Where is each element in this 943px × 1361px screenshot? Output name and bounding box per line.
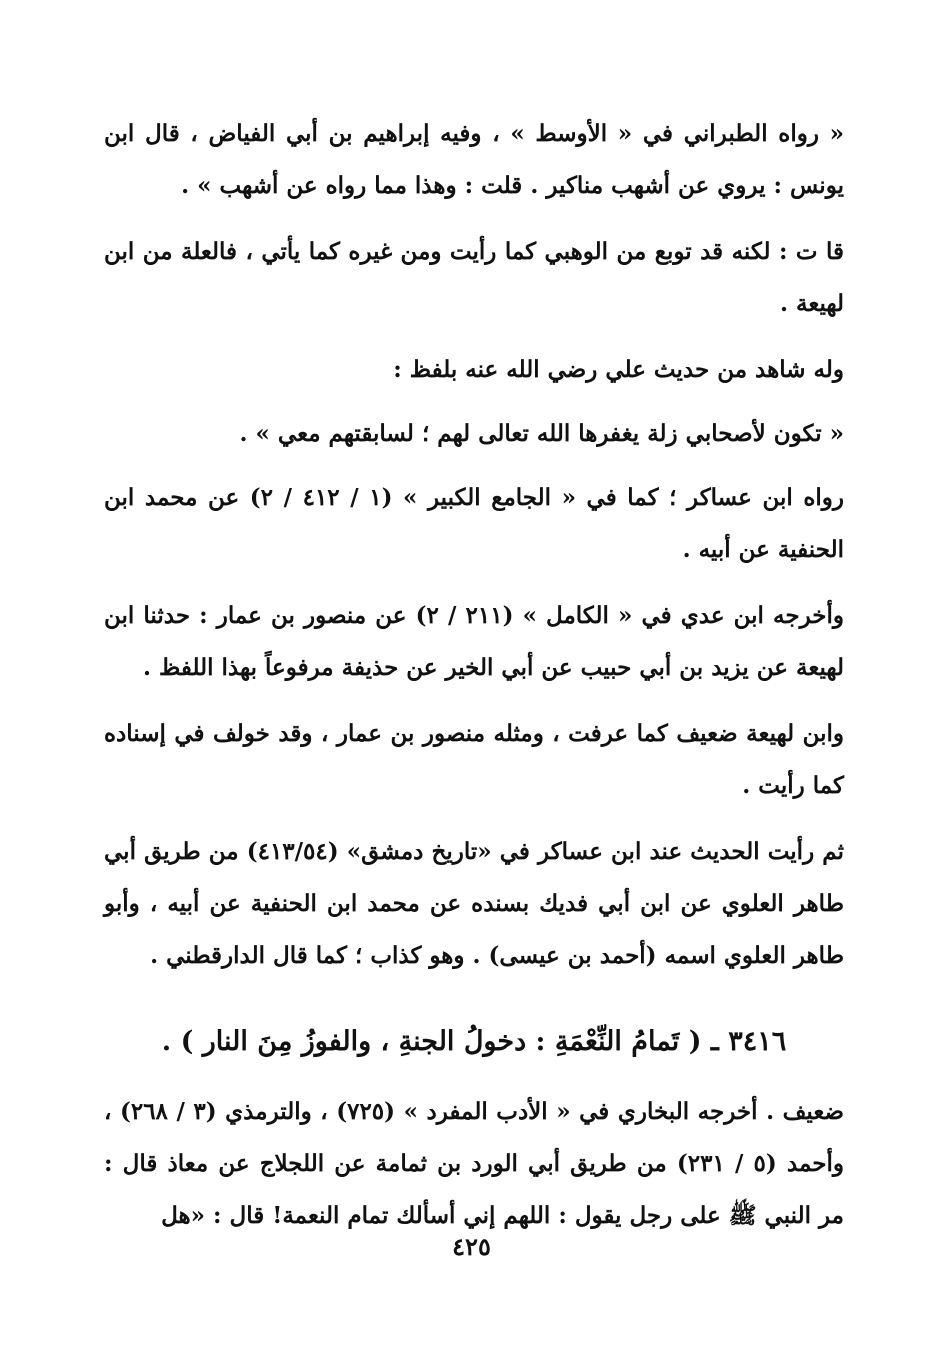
paragraph-1: « رواه الطبراني في « الأوسط » ، وفيه إبراهيم بن أبي الفياض ، قال ابن يونس : يروي عن أشهب مناكير . قلت : وهذا مما رواه عن أشهب » . <box>104 120 844 199</box>
page-body <box>104 108 844 1308</box>
paragraph-7: وابن لهيعة ضعيف كما عرفت ، ومثله منصور بن عمار ، وقد خولف في إسناده كما رأيت . <box>104 720 844 799</box>
paragraph-9: ضعيف . أخرجه البخاري في « الأدب المفرد » (٧٢٥) ، والترمذي (٣ / ٢٦٨) ، وأحمد (٥ / ٢٣١) من طريق أبي الورد بن ثمامة عن اللجلاج عن معاذ قال : مر النبي ﷺ على رجل يقول : اللهم إني أسألك تمام النعمة! قال : «هل <box>104 1098 845 1229</box>
hadith-heading: ٣٤١٦ ـ ( تَمامُ النِّعْمَةِ : دخولُ الجنةِ ، والفوزُ مِنَ النار ) . <box>161 1026 787 1057</box>
page-number: ٤٢٥ <box>452 1232 491 1261</box>
paragraph-8: ثم رأيت الحديث عند ابن عساكر في «تاريخ دمشق» (٤١٣/٥٤) من طريق أبي طاهر العلوي عن ابن أبي فديك بسنده عن محمد ابن الحنفية عن أبيه ، وأبو طاهر العلوي اسمه (أحمد بن عيسى) . وهو كذاب ؛ كما قال الدارقطني . <box>104 838 845 969</box>
paragraph-2: قا ت : لكنه قد توبع من الوهبي كما رأيت ومن غيره كما يأتي ، فالعلة من ابن لهيعة . <box>104 238 844 317</box>
paragraph-5: رواه ابن عساكر ؛ كما في « الجامع الكبير » (١ / ٤١٢ / ٢) عن محمد ابن الحنفية عن أبيه . <box>104 484 845 563</box>
paragraph-6: وأخرجه ابن عدي في « الكامل » (٢١١ / ٢) عن منصور بن عمار : حدثنا ابن لهيعة عن يزيد بن أبي حبيب عن أبي الخير عن حذيفة مرفوعاً بهذا اللفظ . <box>104 602 845 681</box>
paragraph-3: وله شاهد من حديث علي رضي الله عنه بلفظ : <box>393 356 844 383</box>
paragraph-4: « تكون لأصحابي زلة يغفرها الله تعالى لهم ؛ لسابقتهم معي » . <box>239 420 844 447</box>
